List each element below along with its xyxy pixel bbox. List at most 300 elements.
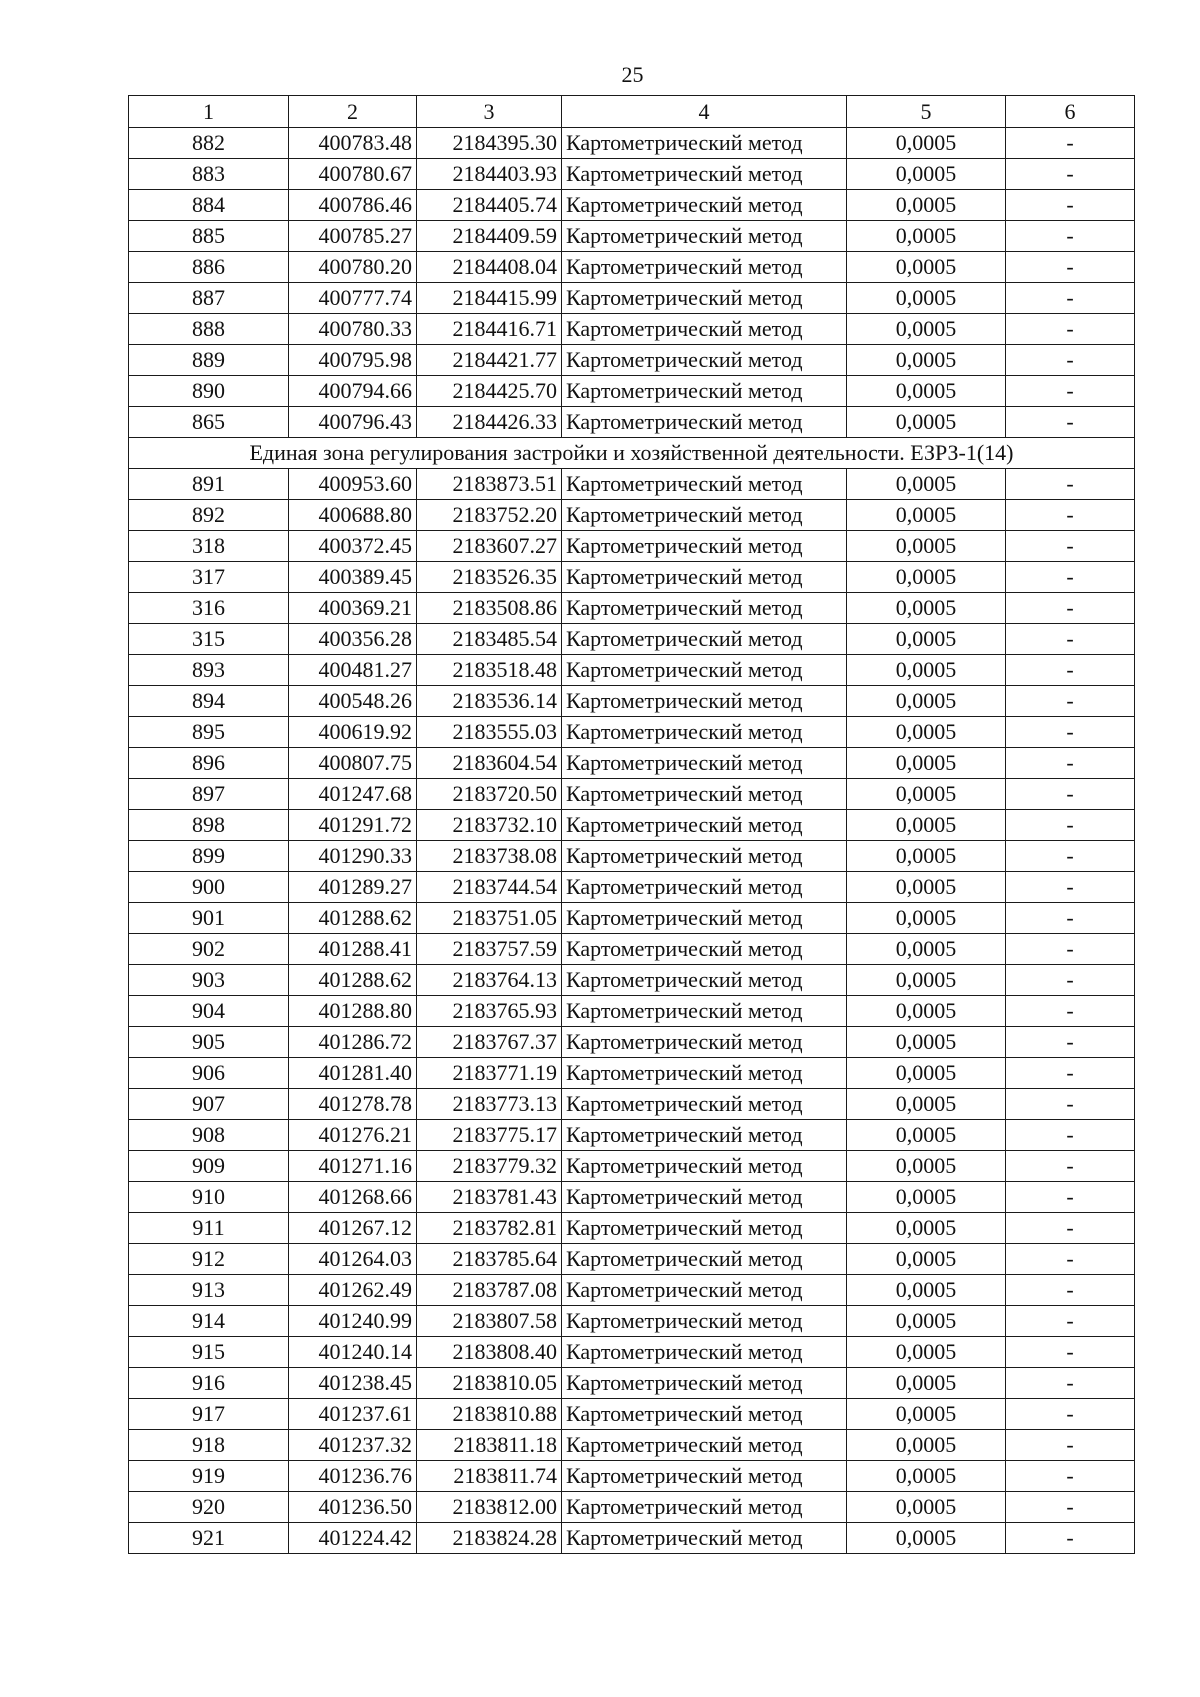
- accuracy-cell: 0,0005: [847, 1120, 1006, 1151]
- table-row: [129, 1120, 1135, 1151]
- table-row: [129, 965, 1135, 996]
- point-number-cell: 888: [129, 314, 289, 345]
- point-number-cell: 899: [129, 841, 289, 872]
- accuracy-cell: 0,0005: [847, 624, 1006, 655]
- method-cell: Картометрический метод: [562, 221, 847, 252]
- note-cell: -: [1006, 1306, 1135, 1337]
- y-coordinate-cell: 2183732.10: [417, 810, 562, 841]
- y-coordinate-cell: 2183811.18: [417, 1430, 562, 1461]
- y-coordinate-cell: 2183767.37: [417, 1027, 562, 1058]
- accuracy-cell: 0,0005: [847, 1492, 1006, 1523]
- accuracy-cell: 0,0005: [847, 1461, 1006, 1492]
- note-cell: -: [1006, 624, 1135, 655]
- table-row: [129, 221, 1135, 252]
- x-coordinate-cell: 401268.66: [289, 1182, 417, 1213]
- method-cell: Картометрический метод: [562, 1027, 847, 1058]
- note-cell: -: [1006, 1120, 1135, 1151]
- method-cell: Картометрический метод: [562, 1523, 847, 1554]
- note-cell: -: [1006, 190, 1135, 221]
- method-cell: Картометрический метод: [562, 376, 847, 407]
- accuracy-cell: 0,0005: [847, 221, 1006, 252]
- note-cell: -: [1006, 1275, 1135, 1306]
- note-cell: -: [1006, 996, 1135, 1027]
- x-coordinate-cell: 401286.72: [289, 1027, 417, 1058]
- accuracy-cell: 0,0005: [847, 872, 1006, 903]
- coordinates-table: [128, 95, 1135, 1554]
- y-coordinate-cell: 2183765.93: [417, 996, 562, 1027]
- table-row: [129, 1337, 1135, 1368]
- point-number-cell: 886: [129, 252, 289, 283]
- method-cell: Картометрический метод: [562, 1182, 847, 1213]
- method-cell: Картометрический метод: [562, 1399, 847, 1430]
- point-number-cell: 919: [129, 1461, 289, 1492]
- x-coordinate-cell: 401289.27: [289, 872, 417, 903]
- note-cell: -: [1006, 1058, 1135, 1089]
- point-number-cell: 884: [129, 190, 289, 221]
- accuracy-cell: 0,0005: [847, 1337, 1006, 1368]
- accuracy-cell: 0,0005: [847, 903, 1006, 934]
- x-coordinate-cell: 401288.41: [289, 934, 417, 965]
- accuracy-cell: 0,0005: [847, 190, 1006, 221]
- accuracy-cell: 0,0005: [847, 500, 1006, 531]
- point-number-cell: 889: [129, 345, 289, 376]
- accuracy-cell: 0,0005: [847, 1275, 1006, 1306]
- table-row: [129, 345, 1135, 376]
- table-row: [129, 190, 1135, 221]
- x-coordinate-cell: 401240.99: [289, 1306, 417, 1337]
- note-cell: -: [1006, 872, 1135, 903]
- point-number-cell: 916: [129, 1368, 289, 1399]
- accuracy-cell: 0,0005: [847, 810, 1006, 841]
- method-cell: Картометрический метод: [562, 1120, 847, 1151]
- accuracy-cell: 0,0005: [847, 562, 1006, 593]
- accuracy-cell: 0,0005: [847, 1523, 1006, 1554]
- y-coordinate-cell: 2183810.88: [417, 1399, 562, 1430]
- accuracy-cell: 0,0005: [847, 841, 1006, 872]
- method-cell: Картометрический метод: [562, 314, 847, 345]
- table-row: [129, 1492, 1135, 1523]
- header-cell-6: 6: [1006, 96, 1135, 128]
- point-number-cell: 317: [129, 562, 289, 593]
- x-coordinate-cell: 400953.60: [289, 469, 417, 500]
- note-cell: -: [1006, 1027, 1135, 1058]
- accuracy-cell: 0,0005: [847, 934, 1006, 965]
- x-coordinate-cell: 401288.62: [289, 903, 417, 934]
- x-coordinate-cell: 400796.43: [289, 407, 417, 438]
- y-coordinate-cell: 2183720.50: [417, 779, 562, 810]
- y-coordinate-cell: 2183873.51: [417, 469, 562, 500]
- method-cell: Картометрический метод: [562, 1337, 847, 1368]
- y-coordinate-cell: 2183812.00: [417, 1492, 562, 1523]
- accuracy-cell: 0,0005: [847, 469, 1006, 500]
- accuracy-cell: 0,0005: [847, 1399, 1006, 1430]
- table-row: [129, 748, 1135, 779]
- method-cell: Картометрический метод: [562, 500, 847, 531]
- y-coordinate-cell: 2183807.58: [417, 1306, 562, 1337]
- point-number-cell: 895: [129, 717, 289, 748]
- point-number-cell: 318: [129, 531, 289, 562]
- y-coordinate-cell: 2184425.70: [417, 376, 562, 407]
- note-cell: -: [1006, 407, 1135, 438]
- point-number-cell: 885: [129, 221, 289, 252]
- method-cell: Картометрический метод: [562, 531, 847, 562]
- note-cell: -: [1006, 345, 1135, 376]
- y-coordinate-cell: 2183604.54: [417, 748, 562, 779]
- y-coordinate-cell: 2183824.28: [417, 1523, 562, 1554]
- table-row: [129, 314, 1135, 345]
- method-cell: Картометрический метод: [562, 1461, 847, 1492]
- note-cell: -: [1006, 1182, 1135, 1213]
- method-cell: Картометрический метод: [562, 934, 847, 965]
- point-number-cell: 918: [129, 1430, 289, 1461]
- y-coordinate-cell: 2183779.32: [417, 1151, 562, 1182]
- accuracy-cell: 0,0005: [847, 1182, 1006, 1213]
- note-cell: -: [1006, 1337, 1135, 1368]
- point-number-cell: 920: [129, 1492, 289, 1523]
- accuracy-cell: 0,0005: [847, 965, 1006, 996]
- y-coordinate-cell: 2184405.74: [417, 190, 562, 221]
- accuracy-cell: 0,0005: [847, 1089, 1006, 1120]
- method-cell: Картометрический метод: [562, 686, 847, 717]
- table-row: [129, 872, 1135, 903]
- point-number-cell: 905: [129, 1027, 289, 1058]
- table-row: [129, 252, 1135, 283]
- table-row: [129, 1089, 1135, 1120]
- header-cell-1: 1: [129, 96, 289, 128]
- note-cell: -: [1006, 1523, 1135, 1554]
- note-cell: -: [1006, 717, 1135, 748]
- x-coordinate-cell: 401291.72: [289, 810, 417, 841]
- x-coordinate-cell: 401281.40: [289, 1058, 417, 1089]
- accuracy-cell: 0,0005: [847, 1430, 1006, 1461]
- accuracy-cell: 0,0005: [847, 1244, 1006, 1275]
- method-cell: Картометрический метод: [562, 965, 847, 996]
- method-cell: Картометрический метод: [562, 872, 847, 903]
- point-number-cell: 917: [129, 1399, 289, 1430]
- accuracy-cell: 0,0005: [847, 345, 1006, 376]
- x-coordinate-cell: 400548.26: [289, 686, 417, 717]
- point-number-cell: 887: [129, 283, 289, 314]
- y-coordinate-cell: 2184408.04: [417, 252, 562, 283]
- x-coordinate-cell: 400389.45: [289, 562, 417, 593]
- header-cell-5: 5: [847, 96, 1006, 128]
- method-cell: Картометрический метод: [562, 996, 847, 1027]
- method-cell: Картометрический метод: [562, 1430, 847, 1461]
- point-number-cell: 896: [129, 748, 289, 779]
- y-coordinate-cell: 2183555.03: [417, 717, 562, 748]
- x-coordinate-cell: 401276.21: [289, 1120, 417, 1151]
- note-cell: -: [1006, 314, 1135, 345]
- note-cell: -: [1006, 221, 1135, 252]
- y-coordinate-cell: 2183764.13: [417, 965, 562, 996]
- table-row: [129, 1058, 1135, 1089]
- y-coordinate-cell: 2183808.40: [417, 1337, 562, 1368]
- point-number-cell: 911: [129, 1213, 289, 1244]
- note-cell: -: [1006, 841, 1135, 872]
- point-number-cell: 903: [129, 965, 289, 996]
- x-coordinate-cell: 401271.16: [289, 1151, 417, 1182]
- y-coordinate-cell: 2183771.19: [417, 1058, 562, 1089]
- x-coordinate-cell: 400372.45: [289, 531, 417, 562]
- point-number-cell: 893: [129, 655, 289, 686]
- method-cell: Картометрический метод: [562, 1089, 847, 1120]
- note-cell: -: [1006, 810, 1135, 841]
- x-coordinate-cell: 401290.33: [289, 841, 417, 872]
- point-number-cell: 915: [129, 1337, 289, 1368]
- x-coordinate-cell: 401224.42: [289, 1523, 417, 1554]
- table-row: [129, 407, 1135, 438]
- accuracy-cell: 0,0005: [847, 1368, 1006, 1399]
- y-coordinate-cell: 2183751.05: [417, 903, 562, 934]
- table-row: [129, 469, 1135, 500]
- table-row: [129, 593, 1135, 624]
- method-cell: Картометрический метод: [562, 407, 847, 438]
- note-cell: -: [1006, 1151, 1135, 1182]
- table-row: [129, 1368, 1135, 1399]
- method-cell: Картометрический метод: [562, 1368, 847, 1399]
- x-coordinate-cell: 400785.27: [289, 221, 417, 252]
- accuracy-cell: 0,0005: [847, 996, 1006, 1027]
- table-row: [129, 1027, 1135, 1058]
- note-cell: -: [1006, 128, 1135, 159]
- table-row: [129, 500, 1135, 531]
- table-header: [129, 96, 1135, 128]
- method-cell: Картометрический метод: [562, 345, 847, 376]
- accuracy-cell: 0,0005: [847, 1027, 1006, 1058]
- table-row: [129, 1182, 1135, 1213]
- x-coordinate-cell: 400807.75: [289, 748, 417, 779]
- x-coordinate-cell: 400780.20: [289, 252, 417, 283]
- y-coordinate-cell: 2183785.64: [417, 1244, 562, 1275]
- x-coordinate-cell: 401267.12: [289, 1213, 417, 1244]
- method-cell: Картометрический метод: [562, 562, 847, 593]
- accuracy-cell: 0,0005: [847, 531, 1006, 562]
- note-cell: -: [1006, 1492, 1135, 1523]
- page-number: 25: [621, 62, 644, 87]
- x-coordinate-cell: 400688.80: [289, 500, 417, 531]
- table-row: [129, 531, 1135, 562]
- accuracy-cell: 0,0005: [847, 686, 1006, 717]
- accuracy-cell: 0,0005: [847, 314, 1006, 345]
- note-cell: -: [1006, 934, 1135, 965]
- y-coordinate-cell: 2183811.74: [417, 1461, 562, 1492]
- point-number-cell: 902: [129, 934, 289, 965]
- table-row: [129, 283, 1135, 314]
- header-cell-4: 4: [562, 96, 847, 128]
- method-cell: Картометрический метод: [562, 1244, 847, 1275]
- table-row: [129, 934, 1135, 965]
- x-coordinate-cell: 400619.92: [289, 717, 417, 748]
- x-coordinate-cell: 400780.67: [289, 159, 417, 190]
- method-cell: Картометрический метод: [562, 1213, 847, 1244]
- method-cell: Картометрический метод: [562, 593, 847, 624]
- y-coordinate-cell: 2183787.08: [417, 1275, 562, 1306]
- x-coordinate-cell: 400783.48: [289, 128, 417, 159]
- section-row: [129, 438, 1135, 469]
- method-cell: Картометрический метод: [562, 1306, 847, 1337]
- table-row: [129, 779, 1135, 810]
- accuracy-cell: 0,0005: [847, 1306, 1006, 1337]
- method-cell: Картометрический метод: [562, 624, 847, 655]
- table-row: [129, 624, 1135, 655]
- point-number-cell: 891: [129, 469, 289, 500]
- point-number-cell: 904: [129, 996, 289, 1027]
- point-number-cell: 892: [129, 500, 289, 531]
- note-cell: -: [1006, 1399, 1135, 1430]
- note-cell: -: [1006, 531, 1135, 562]
- table-row: [129, 376, 1135, 407]
- method-cell: Картометрический метод: [562, 1151, 847, 1182]
- accuracy-cell: 0,0005: [847, 1151, 1006, 1182]
- x-coordinate-cell: 400481.27: [289, 655, 417, 686]
- note-cell: -: [1006, 1430, 1135, 1461]
- x-coordinate-cell: 400794.66: [289, 376, 417, 407]
- accuracy-cell: 0,0005: [847, 717, 1006, 748]
- note-cell: -: [1006, 748, 1135, 779]
- y-coordinate-cell: 2184415.99: [417, 283, 562, 314]
- method-cell: Картометрический метод: [562, 717, 847, 748]
- x-coordinate-cell: 401262.49: [289, 1275, 417, 1306]
- y-coordinate-cell: 2184421.77: [417, 345, 562, 376]
- point-number-cell: 865: [129, 407, 289, 438]
- accuracy-cell: 0,0005: [847, 748, 1006, 779]
- x-coordinate-cell: 400780.33: [289, 314, 417, 345]
- x-coordinate-cell: 401264.03: [289, 1244, 417, 1275]
- method-cell: Картометрический метод: [562, 1492, 847, 1523]
- accuracy-cell: 0,0005: [847, 593, 1006, 624]
- y-coordinate-cell: 2183508.86: [417, 593, 562, 624]
- table-row: [129, 1430, 1135, 1461]
- y-coordinate-cell: 2183752.20: [417, 500, 562, 531]
- point-number-cell: 914: [129, 1306, 289, 1337]
- point-number-cell: 890: [129, 376, 289, 407]
- note-cell: -: [1006, 779, 1135, 810]
- accuracy-cell: 0,0005: [847, 252, 1006, 283]
- point-number-cell: 894: [129, 686, 289, 717]
- note-cell: -: [1006, 686, 1135, 717]
- x-coordinate-cell: 401247.68: [289, 779, 417, 810]
- method-cell: Картометрический метод: [562, 1058, 847, 1089]
- table-row: [129, 159, 1135, 190]
- y-coordinate-cell: 2184403.93: [417, 159, 562, 190]
- method-cell: Картометрический метод: [562, 655, 847, 686]
- point-number-cell: 882: [129, 128, 289, 159]
- y-coordinate-cell: 2183526.35: [417, 562, 562, 593]
- note-cell: -: [1006, 1461, 1135, 1492]
- table-row: [129, 1461, 1135, 1492]
- point-number-cell: 909: [129, 1151, 289, 1182]
- x-coordinate-cell: 401240.14: [289, 1337, 417, 1368]
- y-coordinate-cell: 2183738.08: [417, 841, 562, 872]
- method-cell: Картометрический метод: [562, 128, 847, 159]
- table-row: [129, 655, 1135, 686]
- point-number-cell: 901: [129, 903, 289, 934]
- table-row: [129, 562, 1135, 593]
- table-body-before: [129, 128, 1135, 438]
- y-coordinate-cell: 2183775.17: [417, 1120, 562, 1151]
- accuracy-cell: 0,0005: [847, 376, 1006, 407]
- table-row: [129, 1306, 1135, 1337]
- accuracy-cell: 0,0005: [847, 1213, 1006, 1244]
- table-row: [129, 1213, 1135, 1244]
- point-number-cell: 907: [129, 1089, 289, 1120]
- note-cell: -: [1006, 655, 1135, 686]
- point-number-cell: 883: [129, 159, 289, 190]
- note-cell: -: [1006, 1368, 1135, 1399]
- header-cell-3: 3: [417, 96, 562, 128]
- method-cell: Картометрический метод: [562, 190, 847, 221]
- section-title: Единая зона регулирования застройки и хозяйственной деятельности. ЕЗРЗ-1(14): [129, 438, 1135, 469]
- y-coordinate-cell: 2184395.30: [417, 128, 562, 159]
- accuracy-cell: 0,0005: [847, 159, 1006, 190]
- table-row: [129, 903, 1135, 934]
- point-number-cell: 906: [129, 1058, 289, 1089]
- y-coordinate-cell: 2183782.81: [417, 1213, 562, 1244]
- x-coordinate-cell: 400795.98: [289, 345, 417, 376]
- accuracy-cell: 0,0005: [847, 779, 1006, 810]
- table-row: [129, 810, 1135, 841]
- y-coordinate-cell: 2184426.33: [417, 407, 562, 438]
- table-row: [129, 1151, 1135, 1182]
- y-coordinate-cell: 2183757.59: [417, 934, 562, 965]
- x-coordinate-cell: 400369.21: [289, 593, 417, 624]
- accuracy-cell: 0,0005: [847, 655, 1006, 686]
- x-coordinate-cell: 401288.80: [289, 996, 417, 1027]
- table-row: [129, 1399, 1135, 1430]
- x-coordinate-cell: 401237.32: [289, 1430, 417, 1461]
- point-number-cell: 897: [129, 779, 289, 810]
- method-cell: Картометрический метод: [562, 748, 847, 779]
- accuracy-cell: 0,0005: [847, 407, 1006, 438]
- accuracy-cell: 0,0005: [847, 1058, 1006, 1089]
- table-body-after: [129, 469, 1135, 1554]
- y-coordinate-cell: 2183773.13: [417, 1089, 562, 1120]
- point-number-cell: 898: [129, 810, 289, 841]
- table-row: [129, 128, 1135, 159]
- method-cell: Картометрический метод: [562, 283, 847, 314]
- header-row: [129, 96, 1135, 128]
- x-coordinate-cell: 401237.61: [289, 1399, 417, 1430]
- note-cell: -: [1006, 562, 1135, 593]
- section-header-body: [129, 438, 1135, 469]
- table-row: [129, 686, 1135, 717]
- note-cell: -: [1006, 376, 1135, 407]
- x-coordinate-cell: 401238.45: [289, 1368, 417, 1399]
- table-row: [129, 717, 1135, 748]
- y-coordinate-cell: 2183810.05: [417, 1368, 562, 1399]
- method-cell: Картометрический метод: [562, 1275, 847, 1306]
- table-row: [129, 1523, 1135, 1554]
- note-cell: -: [1006, 159, 1135, 190]
- note-cell: -: [1006, 593, 1135, 624]
- y-coordinate-cell: 2183744.54: [417, 872, 562, 903]
- note-cell: -: [1006, 965, 1135, 996]
- x-coordinate-cell: 400786.46: [289, 190, 417, 221]
- y-coordinate-cell: 2183536.14: [417, 686, 562, 717]
- y-coordinate-cell: 2184409.59: [417, 221, 562, 252]
- table-row: [129, 996, 1135, 1027]
- x-coordinate-cell: 400777.74: [289, 283, 417, 314]
- y-coordinate-cell: 2183518.48: [417, 655, 562, 686]
- table-row: [129, 1275, 1135, 1306]
- x-coordinate-cell: 401236.50: [289, 1492, 417, 1523]
- method-cell: Картометрический метод: [562, 841, 847, 872]
- y-coordinate-cell: 2183781.43: [417, 1182, 562, 1213]
- point-number-cell: 316: [129, 593, 289, 624]
- x-coordinate-cell: 401288.62: [289, 965, 417, 996]
- note-cell: -: [1006, 500, 1135, 531]
- note-cell: -: [1006, 469, 1135, 500]
